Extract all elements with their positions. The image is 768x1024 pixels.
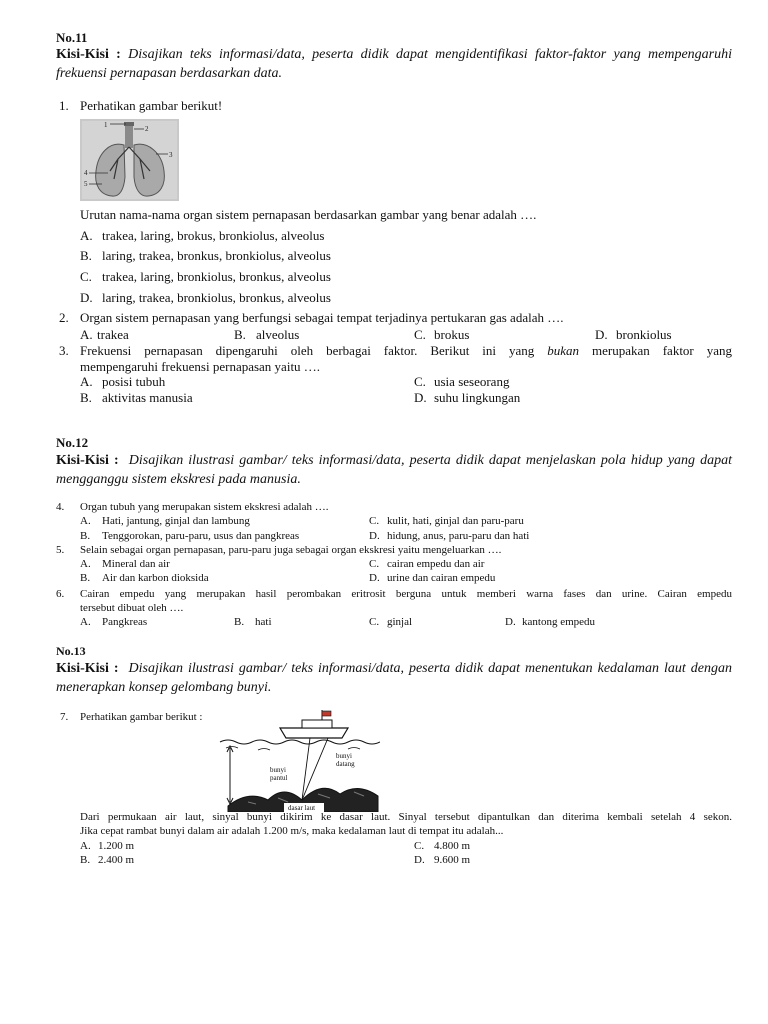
question-text: Selain sebagai organ pernapasan, paru-paru juga sebagai organ ekskresi yaitu mengeluarkan ….	[80, 544, 502, 556]
option-letter: B.	[234, 327, 246, 342]
label-bunyi-datang: bunyi datang	[336, 752, 355, 768]
option-text[interactable]: Hati, jantung, ginjal dan lambung	[102, 515, 250, 527]
section-number-12: No.12	[56, 435, 89, 450]
question-number: 5.	[56, 544, 65, 556]
question-number: 2.	[59, 310, 69, 325]
option-letter: C.	[414, 327, 426, 342]
question-prompt: Perhatikan gambar berikut!	[80, 98, 223, 113]
option-text[interactable]: Tenggorokan, paru-paru, usus dan pangkreas	[102, 530, 300, 542]
section-number-11: No.11	[56, 30, 88, 45]
question-text	[80, 343, 732, 359]
lung-label-3: 3	[169, 151, 173, 159]
option-text[interactable]: aktivitas manusia	[102, 390, 193, 405]
option-letter: C.	[414, 840, 425, 852]
option-letter: C.	[369, 616, 380, 628]
option-letter: B.	[234, 616, 245, 628]
option-letter: A.	[80, 558, 91, 570]
sonar-figure	[218, 708, 380, 812]
option-text[interactable]: cairan empedu dan air	[387, 558, 485, 570]
option-letter: D.	[505, 616, 516, 628]
question-text: Organ tubuh yang merupakan sistem ekskresi adalah ….	[80, 501, 329, 513]
option-text[interactable]: urine dan cairan empedu	[387, 572, 496, 584]
option-letter: B.	[80, 248, 92, 263]
lungs-illustration	[80, 119, 179, 201]
question-text: Dari permukaan air laut, sinyal bunyi dikirim ke dasar laut. Sinyal tersebut dipantulkan dan diterima kembali setelah 4 sekon.	[80, 811, 732, 823]
kisi-label: Kisi-Kisi :	[56, 661, 119, 676]
kisi-text: Disajikan ilustrasi gambar/ teks informasi/data, peserta didik dapat menjelaskan pola hidup yang dapat mengganggu sistem ekskresi pada manusia.	[56, 453, 733, 487]
question-number: 3.	[59, 343, 69, 358]
kisi-text: Disajikan teks informasi/data, peserta didik dapat mengidentifikasi faktor-faktor yang mempengaruhi frekuensi pernapasan berdasarkan data.	[56, 47, 733, 81]
kisi-label: Kisi-Kisi :	[56, 453, 119, 468]
option-letter: D.	[414, 854, 425, 866]
option-text[interactable]: 2.400 m	[98, 854, 135, 866]
kisi-kisi-13	[56, 659, 732, 697]
question-text-line2: tersebut dibuat oleh ….	[80, 602, 184, 614]
option-letter: A.	[80, 840, 91, 852]
option-letter: C.	[80, 269, 92, 284]
option-letter: A.	[80, 374, 93, 389]
option-text[interactable]: Air dan karbon dioksida	[102, 572, 209, 584]
option-letter: A.	[80, 327, 93, 342]
option-letter: D.	[414, 390, 427, 405]
option-letter: B.	[80, 390, 92, 405]
option-text[interactable]: posisi tubuh	[102, 374, 166, 389]
lung-label-4: 4	[84, 169, 88, 177]
option-text[interactable]: 9.600 m	[434, 854, 471, 866]
option-text[interactable]: usia seseorang	[434, 374, 510, 389]
option-letter: B.	[80, 572, 91, 584]
option-letter: D.	[80, 290, 93, 305]
option-letter: D.	[369, 530, 380, 542]
option-letter: B.	[80, 854, 91, 866]
label-dasar-laut: dasar laut	[288, 804, 316, 812]
question-text-line2: Jika cepat rambat bunyi dalam air adalah 1.200 m/s, maka kedalaman laut di tempat itu adalah...	[80, 825, 504, 837]
option-text[interactable]: brokus	[434, 327, 470, 342]
option-text[interactable]: Pangkreas	[102, 616, 148, 628]
option-text[interactable]: suhu lingkungan	[434, 390, 521, 405]
option-text[interactable]: kantong empedu	[522, 616, 596, 628]
question-number: 6.	[56, 588, 65, 600]
option-text[interactable]: laring, trakea, bronkus, bronkiolus, alveolus	[102, 248, 331, 263]
kisi-kisi-12	[56, 451, 732, 489]
option-text[interactable]: trakea, laring, brokus, bronkiolus, alveolus	[102, 228, 325, 243]
option-letter: A.	[80, 515, 91, 527]
option-text[interactable]: hidung, anus, paru-paru dan hati	[387, 530, 530, 542]
option-text[interactable]: hati	[255, 616, 272, 628]
option-letter: A.	[80, 228, 93, 243]
option-text[interactable]: alveolus	[256, 327, 300, 342]
option-text[interactable]: kulit, hati, ginjal dan paru-paru	[387, 515, 524, 527]
question-text: Organ sistem pernapasan yang berfungsi sebagai tempat terjadinya pertukaran gas adalah ….	[80, 310, 564, 325]
option-letter: D.	[369, 572, 380, 584]
lungs-figure	[80, 119, 179, 201]
label-bunyi-pantul: bunyi pantul	[270, 766, 288, 782]
question-text-part: merupakan faktor yang	[592, 343, 732, 358]
option-text[interactable]: trakea, laring, bronkiolus, bronkus, alveolus	[102, 269, 331, 284]
lung-label-5: 5	[84, 180, 88, 188]
question-prompt: Perhatikan gambar berikut :	[80, 711, 203, 723]
question-emphasis: bukan	[547, 343, 580, 358]
question-number: 1.	[59, 98, 69, 113]
question-text: Urutan nama-nama organ sistem pernapasan berdasarkan gambar yang benar adalah ….	[80, 207, 537, 222]
question-text-part: Frekuensi pernapasan dipengaruhi oleh berbagai faktor. Berikut ini yang	[80, 343, 535, 358]
kisi-kisi-11	[56, 45, 732, 83]
option-text[interactable]: ginjal	[387, 616, 413, 628]
option-letter: D.	[595, 327, 608, 342]
section-number-13: No.13	[56, 644, 86, 658]
option-letter: C.	[369, 515, 380, 527]
kisi-label: Kisi-Kisi :	[56, 47, 121, 62]
ship-sonar-illustration	[218, 708, 380, 812]
lung-label-2: 2	[145, 125, 149, 133]
question-text-line2: mempengaruhi frekuensi pernapasan yaitu ….	[80, 359, 321, 374]
option-text[interactable]: laring, trakea, bronkiolus, bronkus, alveolus	[102, 290, 331, 305]
option-text[interactable]: bronkiolus	[616, 327, 672, 342]
lung-label-1: 1	[104, 121, 108, 129]
question-text: Cairan empedu yang merupakan hasil perombakan eritrosit berguna untuk memberi warna fases dan urine. Cairan empedu	[80, 588, 732, 600]
option-letter: B.	[80, 530, 91, 542]
question-number: 7.	[60, 711, 69, 723]
question-number: 4.	[56, 501, 65, 513]
option-text[interactable]: 1.200 m	[98, 840, 135, 852]
option-text[interactable]: trakea	[97, 327, 129, 342]
option-letter: A.	[80, 616, 91, 628]
kisi-text: Disajikan ilustrasi gambar/ teks informasi/data, peserta didik dapat menentukan kedalaman laut dengan menerapkan konsep gelombang bunyi.	[56, 661, 732, 695]
option-letter: C.	[369, 558, 380, 570]
option-text[interactable]: 4.800 m	[434, 840, 471, 852]
option-text[interactable]: Mineral dan air	[102, 558, 170, 570]
option-letter: C.	[414, 374, 426, 389]
